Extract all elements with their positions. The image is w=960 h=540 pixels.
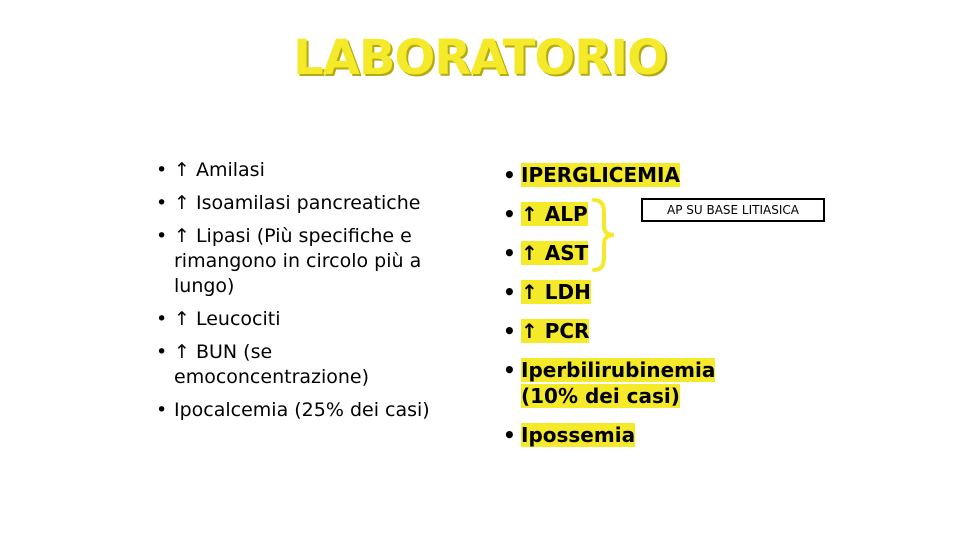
list-item-text: ↑ PCR [521, 319, 590, 343]
list-item [503, 279, 763, 305]
bullet-icon: • [156, 225, 168, 247]
bullet-icon: • [503, 358, 516, 382]
bullet-icon: • [503, 202, 516, 226]
list-item-text: ↑ Amilasi [174, 159, 265, 181]
list-item [503, 318, 763, 344]
bullet-icon: • [156, 308, 168, 330]
bullet-icon: • [156, 192, 168, 214]
list-item [156, 398, 456, 423]
list-item [156, 307, 456, 332]
annotation-box: AP SU BASE LITIASICA [641, 198, 825, 222]
list-item [156, 158, 456, 183]
list-item-text: ↑ BUN (se emoconcentrazione) [174, 341, 370, 388]
list-item-text: ↑ Leucociti [174, 308, 281, 330]
list-item [503, 240, 763, 266]
list-item [503, 422, 763, 448]
list-item-text: ↑ LDH [521, 280, 591, 304]
list-item [156, 191, 456, 216]
list-item [156, 340, 456, 390]
list-item-text: Ipossemia [521, 423, 636, 447]
bullet-icon: • [503, 319, 516, 343]
list-item [503, 162, 763, 188]
bullet-icon: • [503, 423, 516, 447]
list-item-text: ↑ Lipasi (Più specifiche e rimangono in circolo più a lungo) [174, 225, 422, 297]
bullet-icon: • [156, 159, 168, 181]
curly-brace-icon [590, 196, 620, 274]
list-item-text: ↑ AST [521, 241, 589, 265]
list-item [156, 224, 456, 299]
list-item-text: IPERGLICEMIA [521, 163, 680, 187]
bullet-icon: • [503, 163, 516, 187]
list-item-text: Ipocalcemia (25% dei casi) [174, 399, 430, 421]
bullet-icon: • [503, 280, 516, 304]
list-item-text: ↑ ALP [521, 202, 588, 226]
list-item-text: ↑ Isoamilasi pancreatiche [174, 192, 421, 214]
left-bullet-list [156, 158, 456, 431]
slide-title: LABORATORIO [293, 30, 667, 86]
bullet-icon: • [503, 241, 516, 265]
bullet-icon: • [156, 341, 168, 363]
bullet-icon: • [156, 399, 168, 421]
list-item [503, 357, 763, 409]
list-item-text: Iperbilirubinemia (10% dei casi) [521, 358, 716, 408]
